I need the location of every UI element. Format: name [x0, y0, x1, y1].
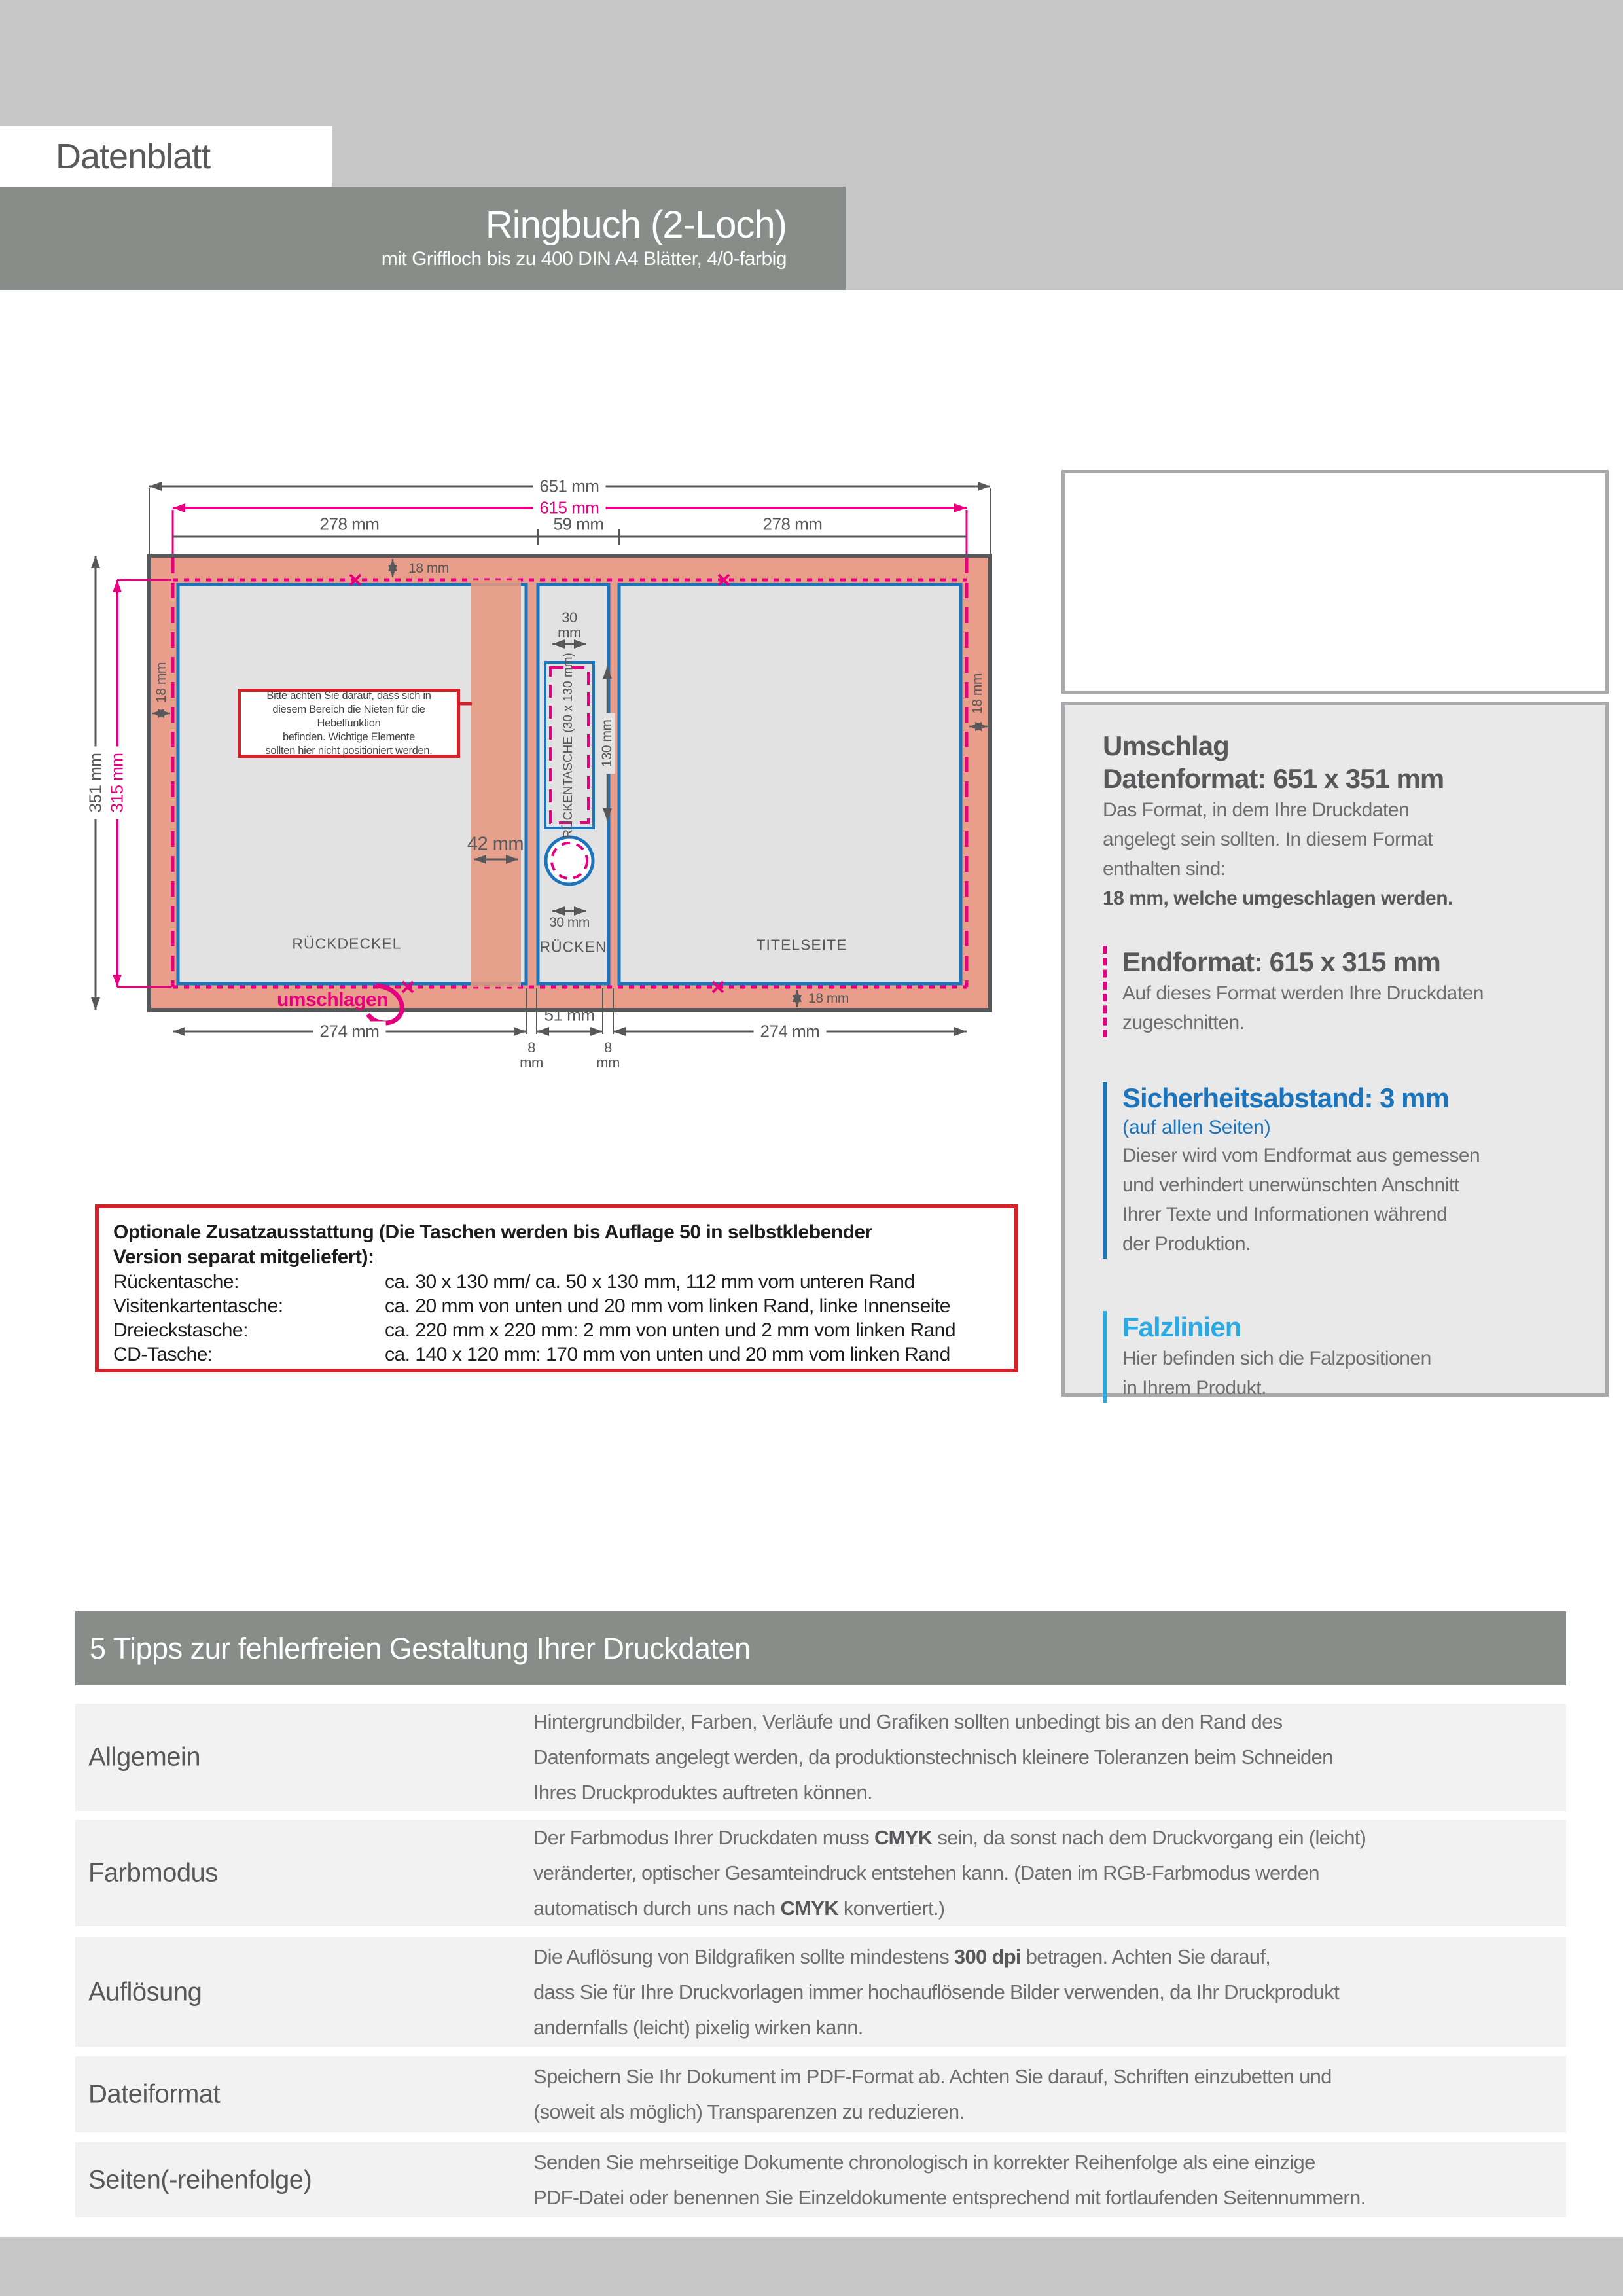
- rivet-note-box: Bitte achten Sie darauf, dass sich in diesem Bereich die Nieten für die Hebelfunktion befinden. Wichtige Elemente sollten hier nicht positioniert werden.: [238, 689, 460, 758]
- tips-header-bar: [75, 1611, 1566, 1685]
- dim-18-left-label: 18 mm: [154, 662, 169, 703]
- rivet-strip: [471, 580, 521, 987]
- sicherheitsabstand-title: Sicherheitsabstand: 3 mm: [1122, 1083, 1449, 1113]
- tips-title: 5 Tipps zur fehlerfreien Gestaltung Ihrer Druckdaten: [90, 1631, 751, 1665]
- spine-pocket-label: RÜCKENTASCHE (30 x 130 mm): [562, 653, 575, 838]
- falzlinien-text: Hier befinden sich die Falzpositionen in Ihrem Produkt.: [1122, 1348, 1431, 1399]
- optional-row: Visitenkartentasche: ca. 20 mm von unten und 20 mm vom linken Rand, linke Innenseite: [113, 1295, 950, 1317]
- zoom-detail-card: [1061, 470, 1609, 694]
- dim-651-label: 651 mm: [533, 476, 606, 497]
- dim-51-label: 51 mm: [544, 1005, 595, 1025]
- endformat-title: Endformat: 615 x 315 mm: [1122, 946, 1440, 977]
- back-cover-label: RÜCKDECKEL: [292, 935, 402, 952]
- falzlinien-title: Falzlinien: [1122, 1312, 1241, 1342]
- fold-over-label: umschlagen: [276, 989, 389, 1011]
- tip-row-dateiformat: Dateiformat Speichern Sie Ihr Dokument im PDF-Format ab. Achten Sie darauf, Schriften einzubetten und (soweit als möglich) Transparenzen zu reduzieren.: [75, 2056, 1566, 2132]
- dim-18-right-label: 18 mm: [970, 673, 985, 714]
- spine-label: RÜCKEN: [539, 938, 607, 956]
- dim-130-label: 130 mm: [599, 713, 615, 774]
- dim-42-label: 42 mm: [467, 833, 524, 855]
- format-info-panel: [1061, 702, 1609, 1397]
- datenformat-title: Datenformat: 651 x 351 mm: [1103, 763, 1444, 794]
- optional-row: CD-Tasche: ca. 140 x 120 mm: 170 mm von unten und 20 mm vom linken Rand: [113, 1344, 950, 1365]
- dim-30-top-label: 30 mm: [558, 609, 581, 641]
- dim-18-top-label: 18 mm: [408, 561, 449, 576]
- dim-8-right-label: 8 mm: [596, 1039, 620, 1071]
- product-title: Ringbuch (2-Loch): [485, 204, 787, 246]
- dim-615-label: 615 mm: [533, 498, 606, 518]
- endformat-text: Auf dieses Format werden Ihre Druckdaten zugeschnitten.: [1122, 982, 1484, 1033]
- tip-row-farbmodus: Farbmodus Der Farbmodus Ihrer Druckdaten muss CMYK sein, da sonst nach dem Druckvorgang ein (leicht) veränderter, optischer Gesamteindruck entstehen kann. (Daten im RGB-Farbmodus werden automatisch durch uns nach CMYK konvertiert.): [75, 1820, 1566, 1926]
- optional-equipment-box: Optionale Zusatzausstattung (Die Taschen werden bis Auflage 50 in selbstklebender Version separat mitgeliefert): Rückentasche: ca. 30 x 130 mm/ ca. 50 x 130 mm, 112 mm vom unteren Rand Visitenkartentasche: ca. 20 mm von unten und 20 mm vom linken Rand, linke Innenseite Dreieckstasche: ca. 220 mm x 220 mm: 2 mm von unten und 2 mm vom linken Rand CD-Tasche: ca. 140 x 120 mm: 170 mm von unten und 20 mm vom linken Rand: [95, 1204, 1018, 1372]
- footer-band: [0, 2237, 1623, 2296]
- optional-row: Rückentasche: ca. 30 x 130 mm/ ca. 50 x 130 mm, 112 mm vom unteren Rand: [113, 1271, 915, 1293]
- falzlinien-block: [1103, 1311, 1569, 1403]
- umschlag-title: Umschlag: [1103, 730, 1229, 761]
- dim-8-left-label: 8 mm: [520, 1039, 543, 1071]
- dim-30-bottom-label: 30 mm: [549, 915, 590, 930]
- product-subtitle: mit Griffloch bis zu 400 DIN A4 Blätter, 4/0-farbig: [381, 248, 787, 270]
- sicherheitsabstand-block: [1103, 1082, 1569, 1259]
- title-page-label: TITELSEITE: [756, 936, 847, 954]
- front-cover-panel: [619, 584, 961, 984]
- sicherheitsabstand-sub: (auf allen Seiten): [1122, 1117, 1271, 1138]
- doc-label: Datenblatt: [56, 137, 211, 176]
- dim-278-right-label: 278 mm: [762, 514, 823, 534]
- sicherheitsabstand-text: Dieser wird vom Endformat aus gemessen und verhindert unerwünschten Anschnitt Ihrer Texte und Informationen während der Produktion.: [1122, 1145, 1480, 1255]
- tip-row-allgemein: Allgemein Hintergrundbilder, Farben, Verläufe und Grafiken sollten unbedingt bis an den Rand des Datenformats angelegt werden, da produktionstechnisch kleinere Toleranzen beim Schneiden Ihres Druckproduktes auftreten können.: [75, 1704, 1566, 1811]
- dim-18-bottom-label: 18 mm: [808, 991, 849, 1006]
- dim-274-left-label: 274 mm: [313, 1022, 386, 1042]
- dim-315-label: 315 mm: [107, 747, 128, 819]
- dim-59-label: 59 mm: [553, 514, 604, 534]
- dim-351-label: 351 mm: [86, 747, 106, 819]
- dim-274-right-label: 274 mm: [754, 1022, 827, 1042]
- tip-row-seitenreihenfolge: Seiten(-reihenfolge) Senden Sie mehrseitige Dokumente chronologisch in korrekter Reihenfolge als eine einzige PDF-Datei oder benennen Sie Einzeldokumente entsprechend mit fortlaufenden Seitennummern.: [75, 2142, 1566, 2217]
- endformat-block: [1103, 946, 1569, 1037]
- optional-row: Dreieckstasche: ca. 220 mm x 220 mm: 2 mm von unten und 2 mm vom linken Rand: [113, 1319, 956, 1341]
- dim-278-left-label: 278 mm: [319, 514, 380, 534]
- tip-row-aufloesung: Auflösung Die Auflösung von Bildgrafiken sollte mindestens 300 dpi betragen. Achten Sie darauf, dass Sie für Ihre Druckvorlagen immer hochauflösende Bilder verwenden, da Ihr Druckprodukt andernfalls (leicht) pixelig wirken kann.: [75, 1937, 1566, 2047]
- datenformat-text: Das Format, in dem Ihre Druckdaten angelegt sein sollten. In diesem Format enthalten sind: 18 mm, welche umgeschlagen werden.: [1103, 799, 1453, 909]
